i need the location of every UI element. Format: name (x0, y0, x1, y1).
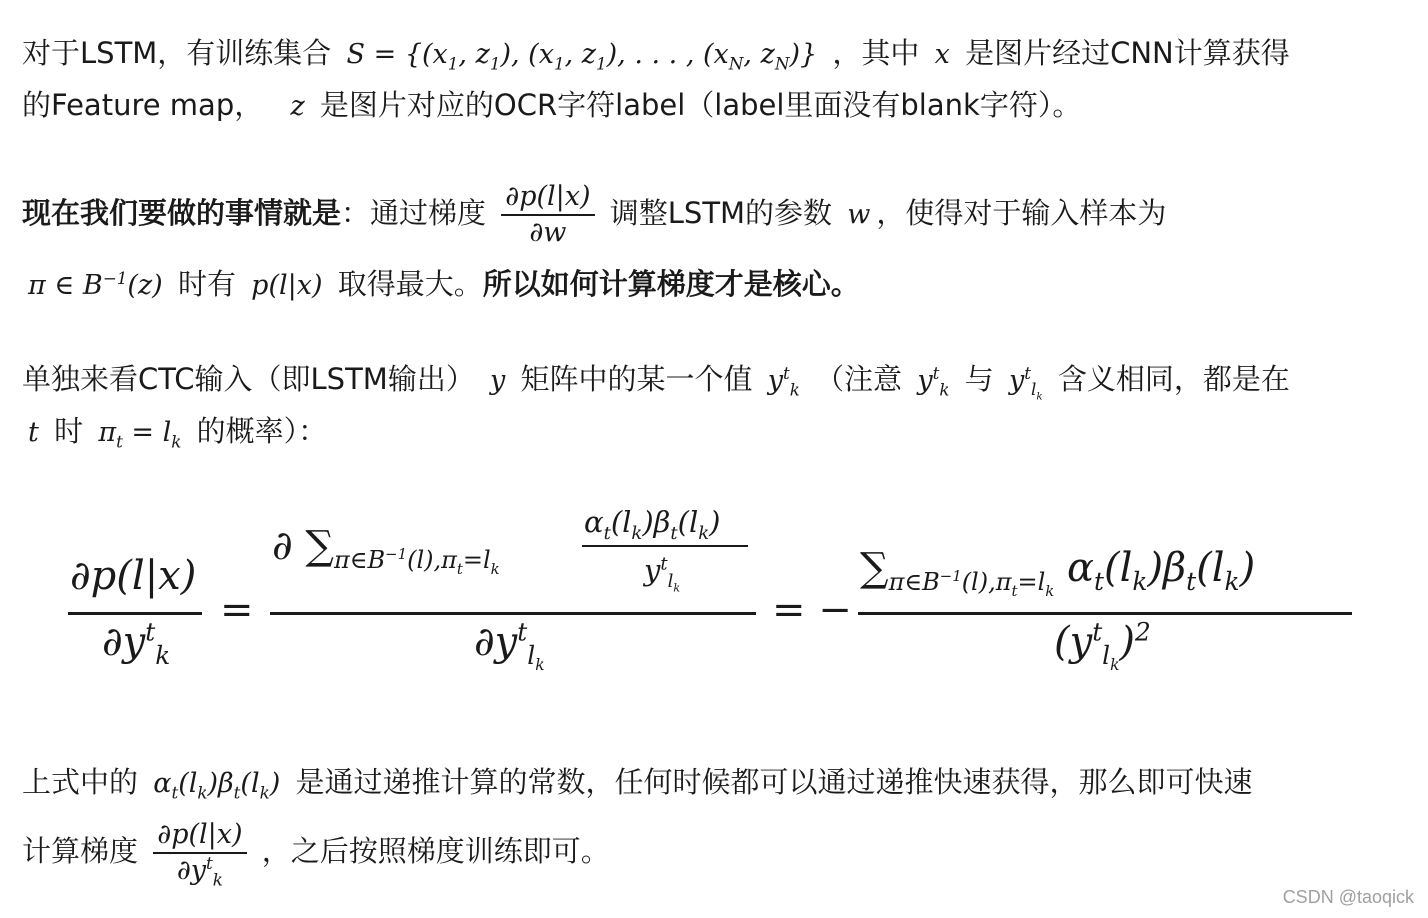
para4-text-1: 上式中的 (22, 765, 139, 799)
para1-line1 (22, 33, 1406, 75)
para3-text-7: 的概率）： (196, 414, 328, 448)
pi-in-inverse-b: π ∈ $B^{-1}(z)$ (28, 268, 163, 301)
para2-text-3: ，使得对于输入样本为 (876, 196, 1167, 230)
pi-t-equals-lk: $\pi_t = l_k$ (98, 417, 182, 452)
var-y: y (490, 365, 506, 396)
training-set-formula: $S = \{(x_1$, $z_1$), ($x_1$, $z_1$), . . . , ($x_N$, $z_N$)} (346, 39, 818, 74)
lhs-numerator: ∂p(l|x) (70, 553, 197, 599)
y-t-k-2: $y^t_k$ (917, 363, 950, 400)
gradient-fraction-w: $\frac{\partial p(l|x)}{\partial w}$ (501, 180, 594, 250)
para3-text-5: 含义相同，都是在 (1057, 362, 1290, 396)
gradient-fraction-y: $\frac{\partial p(l|x)}{\partial y^t_k}$ (153, 818, 246, 888)
var-z: z (290, 91, 305, 122)
prob-l-given-x: p(l|x) (251, 270, 323, 301)
para2-text-4: 时有 (177, 267, 236, 301)
middle-denominator: $\partial y^t_{l_k}$ (474, 617, 545, 674)
para3-line2 (22, 411, 1406, 453)
var-x: x (934, 39, 950, 70)
para3-line1 (22, 359, 1406, 401)
para3-text-6: 时 (54, 414, 84, 448)
para4-text-3: 计算梯度 (22, 834, 139, 868)
para3-text-1: 单独来看CTC输入（即LSTM输出） (22, 362, 475, 396)
var-w: w (847, 199, 871, 230)
middle-numerator-sum: ∂ $\sum_{\pi\in B^{-1}(l),\pi_t=l_k}$ (272, 523, 500, 578)
para3-text-2: 矩阵中的某一个值 (520, 362, 753, 396)
para4-line1 (22, 762, 1406, 804)
para1-text-4: 的Feature map， (22, 88, 264, 122)
para2-bold-2: 所以如何计算梯度才是核心。 (482, 267, 860, 301)
alpha-beta-product: $\alpha_t(l_k)\beta_t(l_k)$ (153, 768, 281, 803)
para2-text-1: ：通过梯度 (341, 196, 487, 230)
var-t: t (28, 417, 39, 448)
lhs-fraction-bar (68, 612, 202, 615)
para3-text-4: 与 (964, 362, 994, 396)
para1-text-5: 是图片对应的OCR字符label（label里面没有blank字符）。 (319, 88, 1082, 122)
para1-text-3: 是图片经过CNN计算获得 (965, 36, 1290, 70)
para1-text-1: 对于LSTM，有训练集合 (22, 36, 332, 70)
para4-text-4: ，之后按照梯度训练即可。 (261, 834, 610, 868)
gradient-display-equation (60, 495, 1360, 695)
para2-text-5: 取得最大。 (337, 267, 483, 301)
csdn-watermark: CSDN @taoqick (1282, 887, 1414, 907)
para2-line1 (22, 176, 1406, 252)
para4-line2 (22, 812, 1406, 890)
para4-text-2: 是通过递推计算的常数，任何时候都可以通过递推快速获得，那么即可快速 (295, 765, 1253, 799)
rhs-numerator: $\sum_{\pi\in B^{-1}(l),\pi_t=l_k}$ $\alpha_t(l_k)\beta_t(l_k)$ (860, 545, 1256, 600)
para1-text-2: ，其中 (832, 36, 920, 70)
y-t-lk: $y^t_{l_k}$ (1008, 363, 1043, 403)
inner-numerator: $\alpha_t(l_k)\beta_t(l_k)$ (584, 505, 721, 544)
y-t-k: $y^t_k$ (767, 363, 800, 400)
middle-fraction-bar (270, 612, 756, 615)
para3-text-3: （注意 (815, 362, 903, 396)
para1-line2 (22, 85, 1406, 127)
inner-denominator: $y^t_{l_k}$ (644, 553, 681, 595)
equals-sign-1: = (220, 587, 254, 633)
rhs-fraction-bar (858, 612, 1352, 615)
para2-bold-1: 现在我们要做的事情就是 (22, 196, 342, 230)
lhs-denominator: $\partial y^t_k$ (102, 617, 171, 670)
equals-minus-sign: = − (772, 587, 852, 633)
para2-text-2: 调整LSTM的参数 (609, 196, 833, 230)
inner-fraction-bar (582, 545, 748, 547)
rhs-denominator: $(y^t_{l_k})^2$ (1054, 617, 1151, 674)
para2-line2 (22, 264, 1406, 306)
